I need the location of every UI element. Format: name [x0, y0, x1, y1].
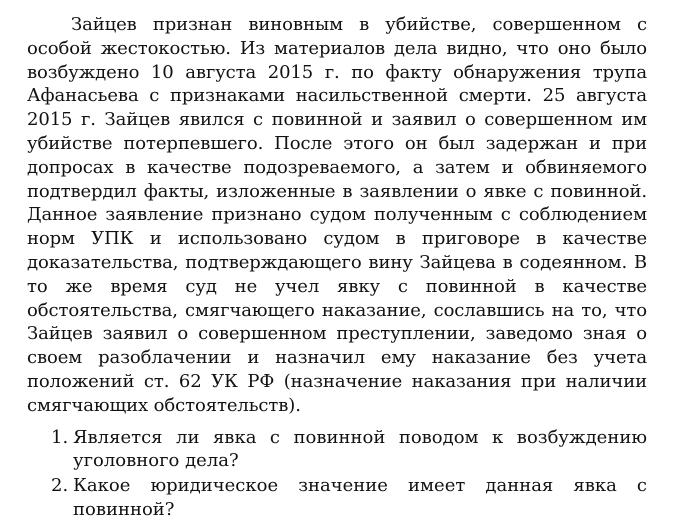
question-item	[27, 474, 647, 522]
case-description-paragraph: Зайцев признан виновным в убийстве, совершенном с особой жестокостью. Из материалов дела видно, что оно было возбуждено 10 августа 2015 г. по факту обнаружения трупа Афанасьева с признаками насильственной смерти. 25 августа 2015 г. Зайцев явился с повинной и заявил о совершенном им убийстве потерпевшего. После этого он был задержан и при допросах в качестве подозреваемого, а затем и обвиняемого подтвердил факты, изложенные в заявлении о явке с повинной. Данное заявление признано судом полученным с соблюдением норм УПК и использовано судом в приговоре в качестве доказательства, подтверждающего вину Зайцева в содеянном. В то же время суд не учел явку с повинной в качестве обстоятельства, смягчающего наказание, сославшись на то, что Зайцев заявил о совершенном преступлении, заведомо зная о своем разоблачении и назначил ему наказание без учета положений ст. 62 УК РФ (назначение наказания при наличии смягчающих обстоятельств).	[27, 14, 647, 416]
question-text: Является ли явка с повинной поводом к возбуждению уголовного дела?	[73, 426, 647, 472]
questions-list	[27, 426, 647, 522]
question-text: Какое юридическое значение имеет данная явка с повинной?	[73, 475, 647, 520]
question-number: 2.	[51, 475, 69, 497]
question-number: 1.	[51, 426, 69, 448]
question-item	[27, 426, 647, 474]
